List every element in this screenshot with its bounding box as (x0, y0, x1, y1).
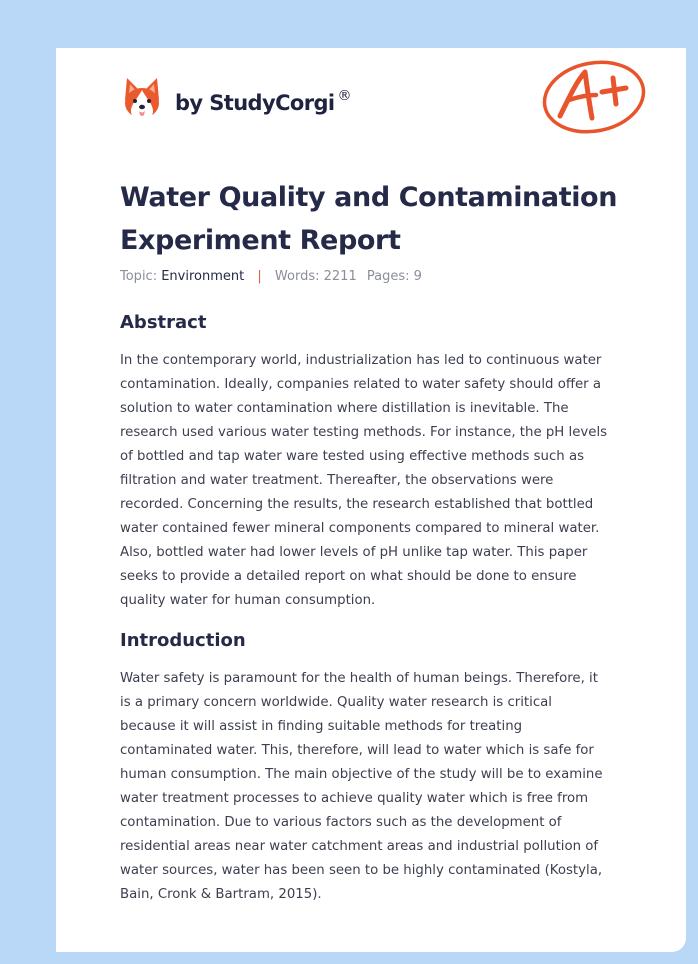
brand-logo[interactable] (122, 76, 351, 122)
section-heading-introduction: Introduction (120, 630, 246, 651)
brand-name: by StudyCorgi ® (175, 87, 351, 115)
document-page (56, 48, 686, 952)
text-line: research used various water testing methods. For instance, the pH levels (120, 425, 608, 440)
words-count: 2211 (323, 269, 357, 284)
text-line: contaminated water. This, therefore, will lead to water which is safe for (120, 743, 594, 758)
text-line: of bottled and tap water ware tested using effective methods such as (120, 449, 585, 464)
pages-count: 9 (413, 269, 422, 284)
text-line: Bain, Cronk & Bartram, 2015). (120, 887, 322, 902)
document-meta (120, 269, 422, 284)
text-line: seeks to provide a detailed report on what should be done to ensure (120, 569, 577, 584)
text-line: water treatment processes to achieve quality water which is free from (120, 791, 589, 806)
text-line: Water safety is paramount for the health of human beings. Therefore, it (120, 671, 598, 686)
document-title: Water Quality and Contamination Experiment Report (120, 182, 618, 256)
introduction-paragraph (120, 667, 632, 907)
brand-registered-mark: ® (337, 87, 351, 104)
text-line: filtration and water treatment. Thereafter, the observations were (120, 473, 554, 488)
abstract-paragraph (120, 349, 632, 613)
text-line: human consumption. The main objective of the study will be to examine (120, 767, 603, 782)
text-line: water contained fewer mineral components compared to mineral water. (120, 521, 600, 536)
text-line: quality water for human consumption. (120, 593, 376, 608)
text-line: contamination. Ideally, companies related to water safety should offer a (120, 377, 602, 392)
text-line: because it will assist in finding suitable methods for treating (120, 719, 523, 734)
text-line: In the contemporary world, industrialization has led to continuous water (120, 353, 602, 368)
meta-separator: | (257, 269, 262, 284)
words-label: Words: (274, 269, 320, 284)
corgi-logo-icon (122, 76, 162, 122)
a-plus-grade-icon (538, 58, 648, 138)
text-line: recorded. Concerning the results, the research established that bottled (120, 497, 594, 512)
topic-label: Topic: (120, 269, 158, 284)
text-line: solution to water contamination where distillation is inevitable. The (120, 401, 569, 416)
text-line: contamination. Due to various factors such as the development of (120, 815, 562, 830)
text-line: is a primary concern worldwide. Quality water research is critical (120, 695, 552, 710)
text-line: residential areas near water catchment areas and industrial pollution of (120, 839, 599, 854)
pages-label: Pages: (366, 269, 410, 284)
text-line: Also, bottled water had lower levels of pH unlike tap water. This paper (120, 545, 588, 560)
section-heading-abstract: Abstract (120, 312, 207, 333)
text-line: water sources, water has been seen to be highly contaminated (Kostyla, (120, 863, 603, 878)
topic-link[interactable]: Environment (161, 269, 245, 284)
